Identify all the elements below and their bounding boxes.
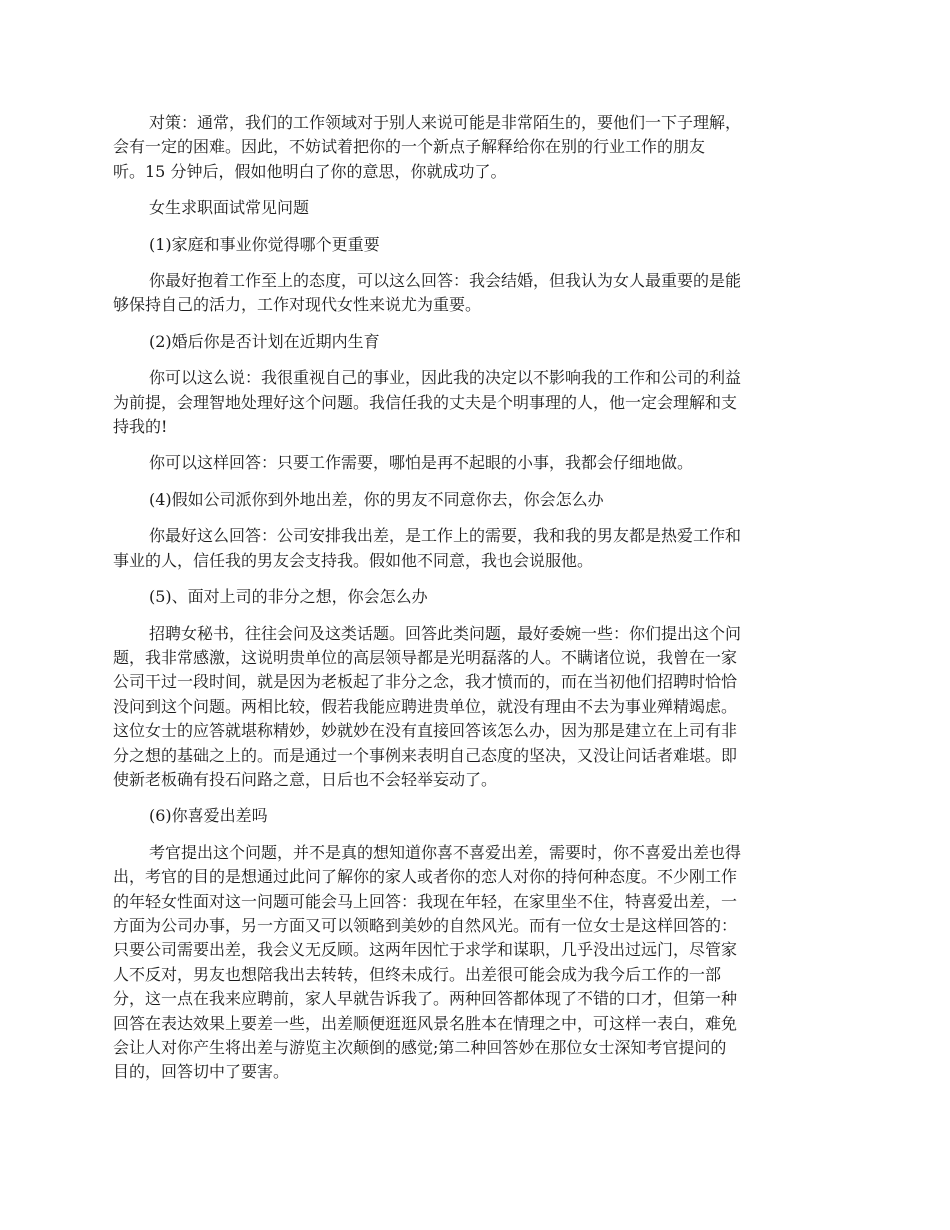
paragraph-line: 你最好这么回答：公司安排我出差，是工作上的需要，我和我的男友都是热爱工作和 [149, 526, 742, 546]
paragraph-line: (4)假如公司派你到外地出差，你的男友不同意你去，你会怎么办 [149, 489, 604, 509]
paragraph-line: 招聘女秘书，往往会问及这类话题。回答此类问题，最好委婉一些：你们提出这个问 [149, 623, 742, 643]
paragraph-a1 [113, 269, 838, 318]
paragraph-line: 听。15 分钟后，假如他明白了你的意思，你就成功了。 [113, 161, 507, 181]
paragraph-line: 你可以这么说：我很重视自己的事业，因此我的决定以不影响我的工作和公司的利益 [149, 368, 742, 388]
paragraph-line: (1)家庭和事业你觉得哪个更重要 [149, 234, 380, 254]
paragraph-line: 事业的人，信任我的男友会支持我。假如他不同意，我也会说服他。 [113, 550, 594, 570]
paragraph-line: 回答在表达效果上要差一些，出差顺便逛逛风景名胜本在情理之中，可这样一表白，难免 [113, 1013, 738, 1033]
paragraph-section-heading [113, 196, 838, 220]
paragraph-a4 [113, 524, 838, 573]
paragraph-line: 题，我非常感激，这说明贵单位的高层领导都是光明磊落的人。不瞒诸位说，我曾在一家 [113, 647, 738, 667]
paragraph-q2 [113, 330, 838, 354]
paragraph-a6 [113, 841, 838, 1085]
paragraph-line: 你可以这样回答：只要工作需要，哪怕是再不起眼的小事，我都会仔细地做。 [149, 453, 694, 473]
paragraph-line: 够保持自己的活力，工作对现代女性来说尤为重要。 [113, 295, 482, 315]
paragraph-line: 会让人对你产生将出差与游览主次颠倒的感觉;第二种回答妙在那位女士深知考官提问的 [113, 1038, 727, 1057]
paragraph-q5 [113, 585, 838, 609]
paragraph-line: 只要公司需要出差，我会义无反顾。这两年因忙于求学和谋职，几乎没出过远门，尽管家 [113, 940, 738, 960]
paragraph-q1 [113, 233, 838, 257]
paragraph-line: 没问到这个问题。两相比较，假若我能应聘进贵单位，就没有理由不去为事业殚精竭虑。 [113, 696, 738, 716]
paragraph-line: 公司干过一段时间，就是因为老板起了非分之念，我才愤而的，而在当初他们招聘时恰恰 [113, 672, 738, 692]
paragraph-a3 [113, 451, 838, 475]
paragraph-line: 分，这一点在我来应聘前，家人早就告诉我了。两种回答都体现了不错的口才，但第一种 [113, 989, 738, 1009]
paragraph-line: 为前提，会理智地处理好这个问题。我信任我的丈夫是个明事理的人，他一定会理解和支 [113, 392, 738, 412]
document-body [113, 111, 838, 1097]
paragraph-line: (5)、面对上司的非分之想，你会怎么办 [149, 587, 428, 607]
paragraph-line: 出，考官的目的是想通过此问了解你的家人或者你的恋人对你的持何种态度。不少刚工作 [113, 867, 738, 887]
paragraph-q4 [113, 488, 838, 512]
paragraph-a2 [113, 366, 838, 439]
paragraph-line: 对策：通常，我们的工作领域对于别人来说可能是非常陌生的，要他们一下子理解， [149, 113, 742, 132]
paragraph-line: 持我的! [113, 417, 168, 437]
paragraph-line: 你最好抱着工作至上的态度，可以这么回答：我会结婚，但我认为女人最重要的是能 [149, 271, 742, 291]
paragraph-line: 会有一定的困难。因此，不妨试着把你的一个新点子解释给你在别的行业工作的朋友 [113, 137, 706, 157]
paragraph-q6 [113, 804, 838, 828]
paragraph-line: (2)婚后你是否计划在近期内生育 [149, 331, 380, 351]
paragraph-line: 方面为公司办事，另一方面又可以领略到美妙的自然风光。而有一位女士是这样回答的： [113, 915, 738, 935]
paragraph-line: 分之想的基础之上的。而是通过一个事例来表明自己态度的坚决，又没让问话者难堪。即 [113, 745, 738, 765]
paragraph-line: 目的，回答切中了要害。 [113, 1062, 290, 1082]
paragraph-strategy [113, 111, 838, 184]
paragraph-line: 这位女士的应答就堪称精妙，妙就妙在没有直接回答该怎么办，因为那是建立在上司有非 [113, 721, 738, 741]
paragraph-line: 使新老板确有投石问路之意，日后也不会轻举妄动了。 [113, 769, 498, 789]
paragraph-a5 [113, 622, 838, 793]
paragraph-line: 人不反对，男友也想陪我出去转转，但终未成行。出差很可能会成为我今后工作的一部 [113, 964, 722, 984]
paragraph-line: 的年轻女性面对这一问题可能会马上回答：我现在年轻，在家里坐不住，特喜爱出差，一 [113, 891, 738, 911]
paragraph-line: 女生求职面试常见问题 [149, 198, 310, 218]
paragraph-line: (6)你喜爱出差吗 [149, 806, 268, 826]
paragraph-line: 考官提出这个问题，并不是真的想知道你喜不喜爱出差，需要时，你不喜爱出差也得 [149, 842, 742, 862]
